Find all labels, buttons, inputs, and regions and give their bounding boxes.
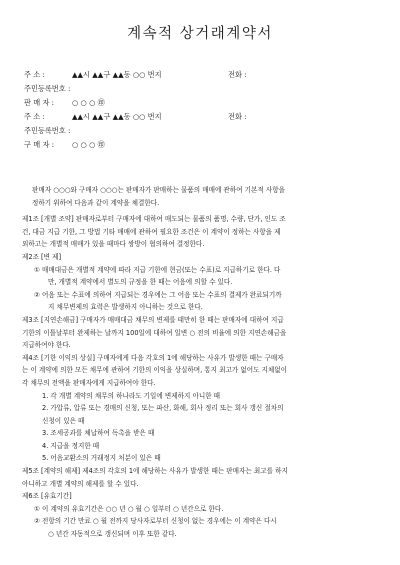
intro-paragraph: 판매자 ○○○와 구매자 ○○○는 판매자가 판매하는 물품의 매매에 관하여 기본적 사항을 정하기 위하여 다음과 같이 계약을 체결한다. bbox=[32, 186, 285, 207]
article-5: 제5조 [계약의 해제] 제4조의 각호의 1에 해당하는 사유가 발생한 때는 판매자는 최고를 하지 아니하고 개별 계약의 해제를 할 수 있다. bbox=[22, 467, 288, 488]
party-row bbox=[24, 126, 72, 136]
party-field-label: 판 매 자 : bbox=[24, 98, 55, 107]
article-4: 제4조 [기한 이익의 상실] 구매자에게 다음 각호의 1에 해당하는 사유가 발생한 때는 구매자 는 이 계약에 의한 모든 채무에 관하여 기한의 이익을 상실하며, 통지 최고가 없어도 지체없이 각 채무의 전액을 판매자에게 지급하여야 한다. bbox=[22, 353, 288, 387]
article-4-item: 5. 어음교환소의 거래정지 처분이 있은 때 bbox=[42, 454, 161, 463]
contract-body bbox=[22, 184, 380, 541]
article-6-item: ① 이 계약의 유효기간은 ○○ 년 ○ 월 ○ 일부터 ○ 년간으로 한다. bbox=[34, 504, 224, 513]
phone-label: 전화 : bbox=[228, 112, 247, 121]
article-4-item: 1. 각 개별 계약의 채무의 하나라도 기일에 변제하지 아니한 때 bbox=[42, 391, 221, 400]
party-row bbox=[24, 98, 105, 108]
party-field-label: 구 매 자 : bbox=[24, 140, 55, 149]
article-6-heading: 제6조 [유효기간] bbox=[22, 492, 72, 501]
party-field-value: ○ ○ ○ ㊞ bbox=[72, 98, 105, 107]
article-4-item: 3. 조세공과를 체납하여 독촉을 받은 때 bbox=[42, 429, 155, 438]
article-2-item: ② 어음 또는 수표에 의하여 지급되는 경우에는 그 어음 또는 수표의 결제가 완료되기까 지 채무변제의 효력은 발생하지 아니하는 것으로 한다. bbox=[34, 290, 282, 312]
document-title: 계속적 상거래계약서 bbox=[127, 26, 273, 42]
article-4-item: 2. 가압류, 압류 또는 경매의 신청, 또는 파산, 화해, 회사 정리 또는 회사 갱신 절차의 신청이 있은 때 bbox=[42, 404, 284, 425]
article-2-heading: 제2조 [변 제] bbox=[22, 252, 62, 261]
party-row bbox=[24, 112, 247, 122]
party-field-label: 주 소 : bbox=[24, 112, 45, 121]
article-3: 제3조 [지연손해금] 구매자가 매매대금 채무의 변제를 태만히 한 때는 판매자에 대하여 지급 기한의 이틀날부터 완제하는 날까지 100일에 대하여 일변 ○ 전의 비율에 의한 지연손해금을 지급하여야 한다. bbox=[22, 315, 287, 350]
party-field-value: ▲▲시 ▲▲구 ▲▲동 ○○ 번지 bbox=[72, 112, 162, 121]
article-6-item: ② 전항의 기간 만료 ○ 월 전까지 당사자로부터 신청이 없는 경우에는 이 계약은 다시 ○ 년간 자동적으로 갱신되며 이후 또한 같다. bbox=[34, 517, 277, 539]
party-field-label: 주민등록번호 : bbox=[24, 126, 71, 135]
party-field-label: 주 소 : bbox=[24, 70, 45, 79]
phone-label: 전화 : bbox=[228, 70, 247, 79]
article-4-item: 4. 지급을 정지한 때 bbox=[42, 441, 100, 450]
party-row bbox=[24, 84, 72, 94]
party-field-value: ▲▲시 ▲▲구 ▲▲동 ○○ 번지 bbox=[72, 70, 162, 79]
article-2-item: ① 매매대금은 개별적 계약에 따라 지급 기한에 현금(또는 수표)로 지급하기로 한다. 다 만, 개별적 계약에서 별도의 규정을 한 때는 어음에 의할 수 있다. bbox=[34, 265, 281, 287]
article-1: 제1조 [개별 조약] 판매자로부터 구매자에 대하여 매도되는 물품의 품명, 수량, 단가, 인도 조 건, 대금 지급 기한, 그 방법 기타 매매에 관하여 필요한 조건은 이 계약이 정하는 사항을 제 외하고는 개별적 매매가 있을 때마다 쌍방이 협의하여 결정한다. bbox=[22, 215, 286, 249]
party-field-label: 주민등록번호 : bbox=[24, 84, 71, 93]
party-field-value: ○ ○ ○ ㊞ bbox=[72, 140, 105, 149]
party-row bbox=[24, 70, 247, 80]
party-row bbox=[24, 140, 105, 150]
